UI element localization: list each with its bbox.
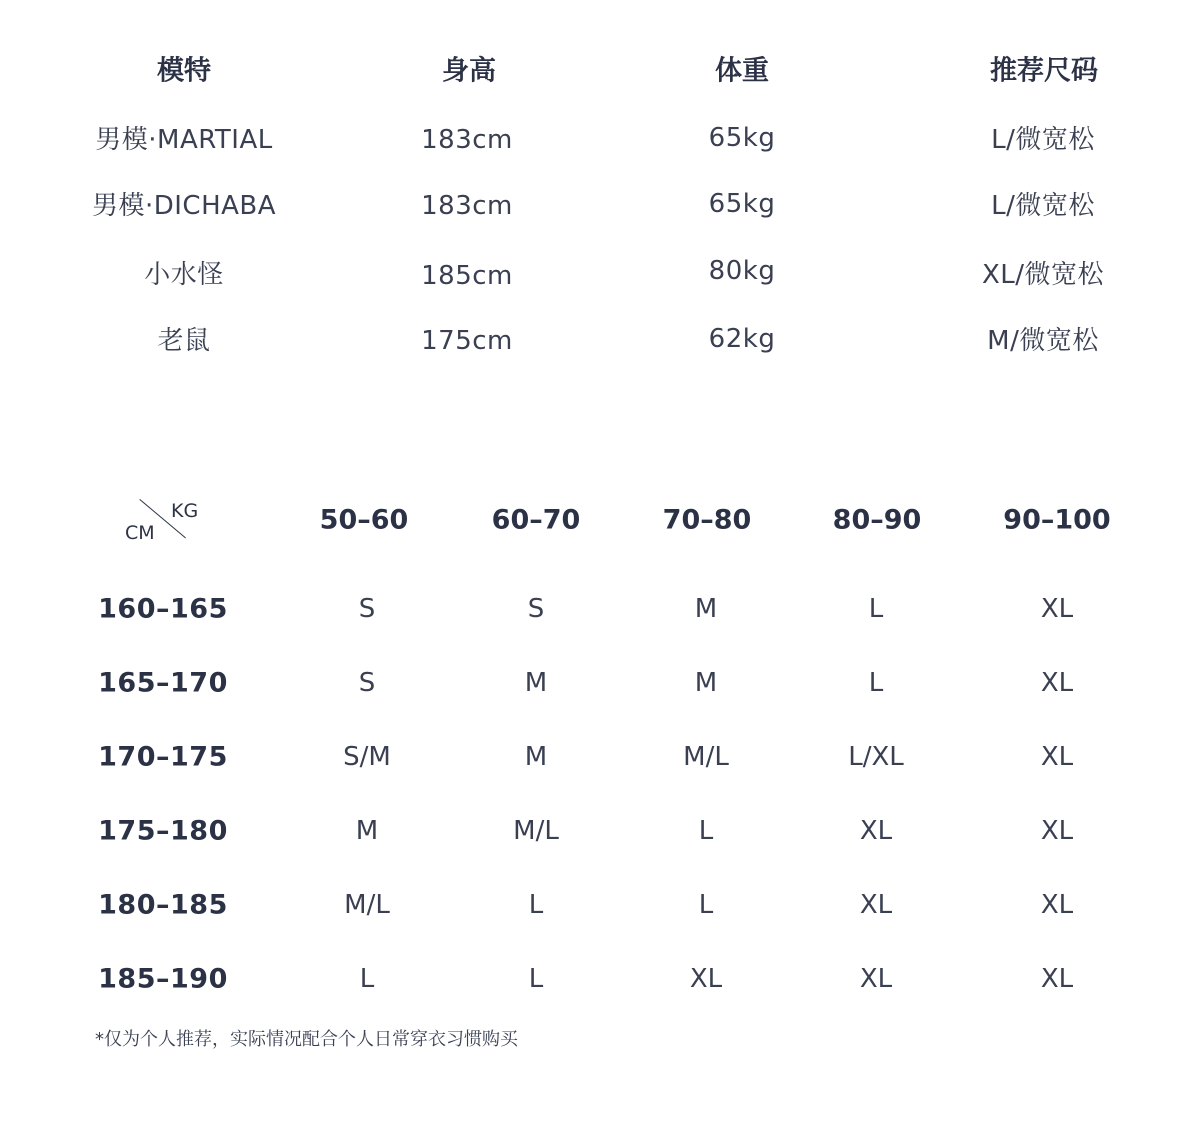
size-cell: L (698, 816, 714, 846)
height-range-label: 165–170 (98, 667, 228, 699)
header-height: 身高 (442, 55, 496, 87)
size-cell: XL (1040, 594, 1074, 624)
height-range-label: 160–165 (98, 593, 228, 625)
height-range-label: 170–175 (98, 741, 228, 773)
size-cell: L/XL (848, 742, 904, 772)
size-cell: L (528, 964, 544, 994)
header-recommended-size: 推荐尺码 (990, 55, 1098, 87)
model-height: 175cm (421, 326, 513, 356)
model-weight: 62kg (708, 324, 776, 354)
size-cell: L (868, 594, 884, 624)
size-cell: XL (689, 964, 723, 994)
model-name: 男模·DICHABA (91, 191, 277, 221)
size-cell: M (355, 816, 379, 846)
model-weight: 65kg (708, 189, 776, 219)
height-range-label: 185–190 (98, 963, 228, 995)
size-cell: M (694, 594, 718, 624)
weight-range-header: 80–90 (832, 504, 922, 536)
model-height: 185cm (421, 261, 513, 291)
model-size: M/微宽松 (987, 326, 1099, 356)
model-name: 小水怪 (144, 260, 224, 290)
size-cell: L (868, 668, 884, 698)
size-cell: M/L (344, 890, 390, 920)
model-height: 183cm (421, 125, 513, 155)
size-cell: XL (859, 964, 893, 994)
weight-range-header: 90–100 (1003, 504, 1111, 536)
weight-range-header: 50–60 (319, 504, 409, 536)
model-height: 183cm (421, 191, 513, 221)
model-size: XL/微宽松 (981, 260, 1105, 290)
size-cell: XL (1040, 964, 1074, 994)
size-cell: XL (1040, 668, 1074, 698)
size-cell: L (698, 890, 714, 920)
corner-cm-label: CM (125, 522, 155, 544)
height-range-label: 175–180 (98, 815, 228, 847)
size-cell: M (694, 668, 718, 698)
header-model: 模特 (157, 55, 211, 87)
size-cell: L (528, 890, 544, 920)
model-size: L/微宽松 (991, 191, 1095, 221)
size-cell: M (524, 668, 548, 698)
model-size: L/微宽松 (991, 125, 1095, 155)
size-cell: L (359, 964, 375, 994)
size-cell: M/L (683, 742, 729, 772)
header-weight: 体重 (715, 55, 769, 87)
size-cell: S (358, 668, 376, 698)
size-cell: M (524, 742, 548, 772)
size-cell: XL (1040, 816, 1074, 846)
size-cell: S (527, 594, 545, 624)
size-cell: M/L (513, 816, 559, 846)
model-name: 老鼠 (157, 326, 211, 356)
model-name: 男模·MARTIAL (95, 125, 273, 155)
size-cell: XL (1040, 742, 1074, 772)
size-cell: XL (859, 816, 893, 846)
model-weight: 80kg (708, 256, 776, 286)
footnote: *仅为个人推荐，实际情况配合个人日常穿衣习惯购买 (95, 1029, 518, 1050)
size-cell: XL (1040, 890, 1074, 920)
weight-range-header: 70–80 (662, 504, 752, 536)
weight-range-header: 60–70 (491, 504, 581, 536)
size-cell: S/M (343, 742, 391, 772)
height-range-label: 180–185 (98, 889, 228, 921)
corner-kg-label: KG (171, 500, 199, 522)
model-weight: 65kg (708, 123, 776, 153)
size-cell: XL (859, 890, 893, 920)
size-cell: S (358, 594, 376, 624)
